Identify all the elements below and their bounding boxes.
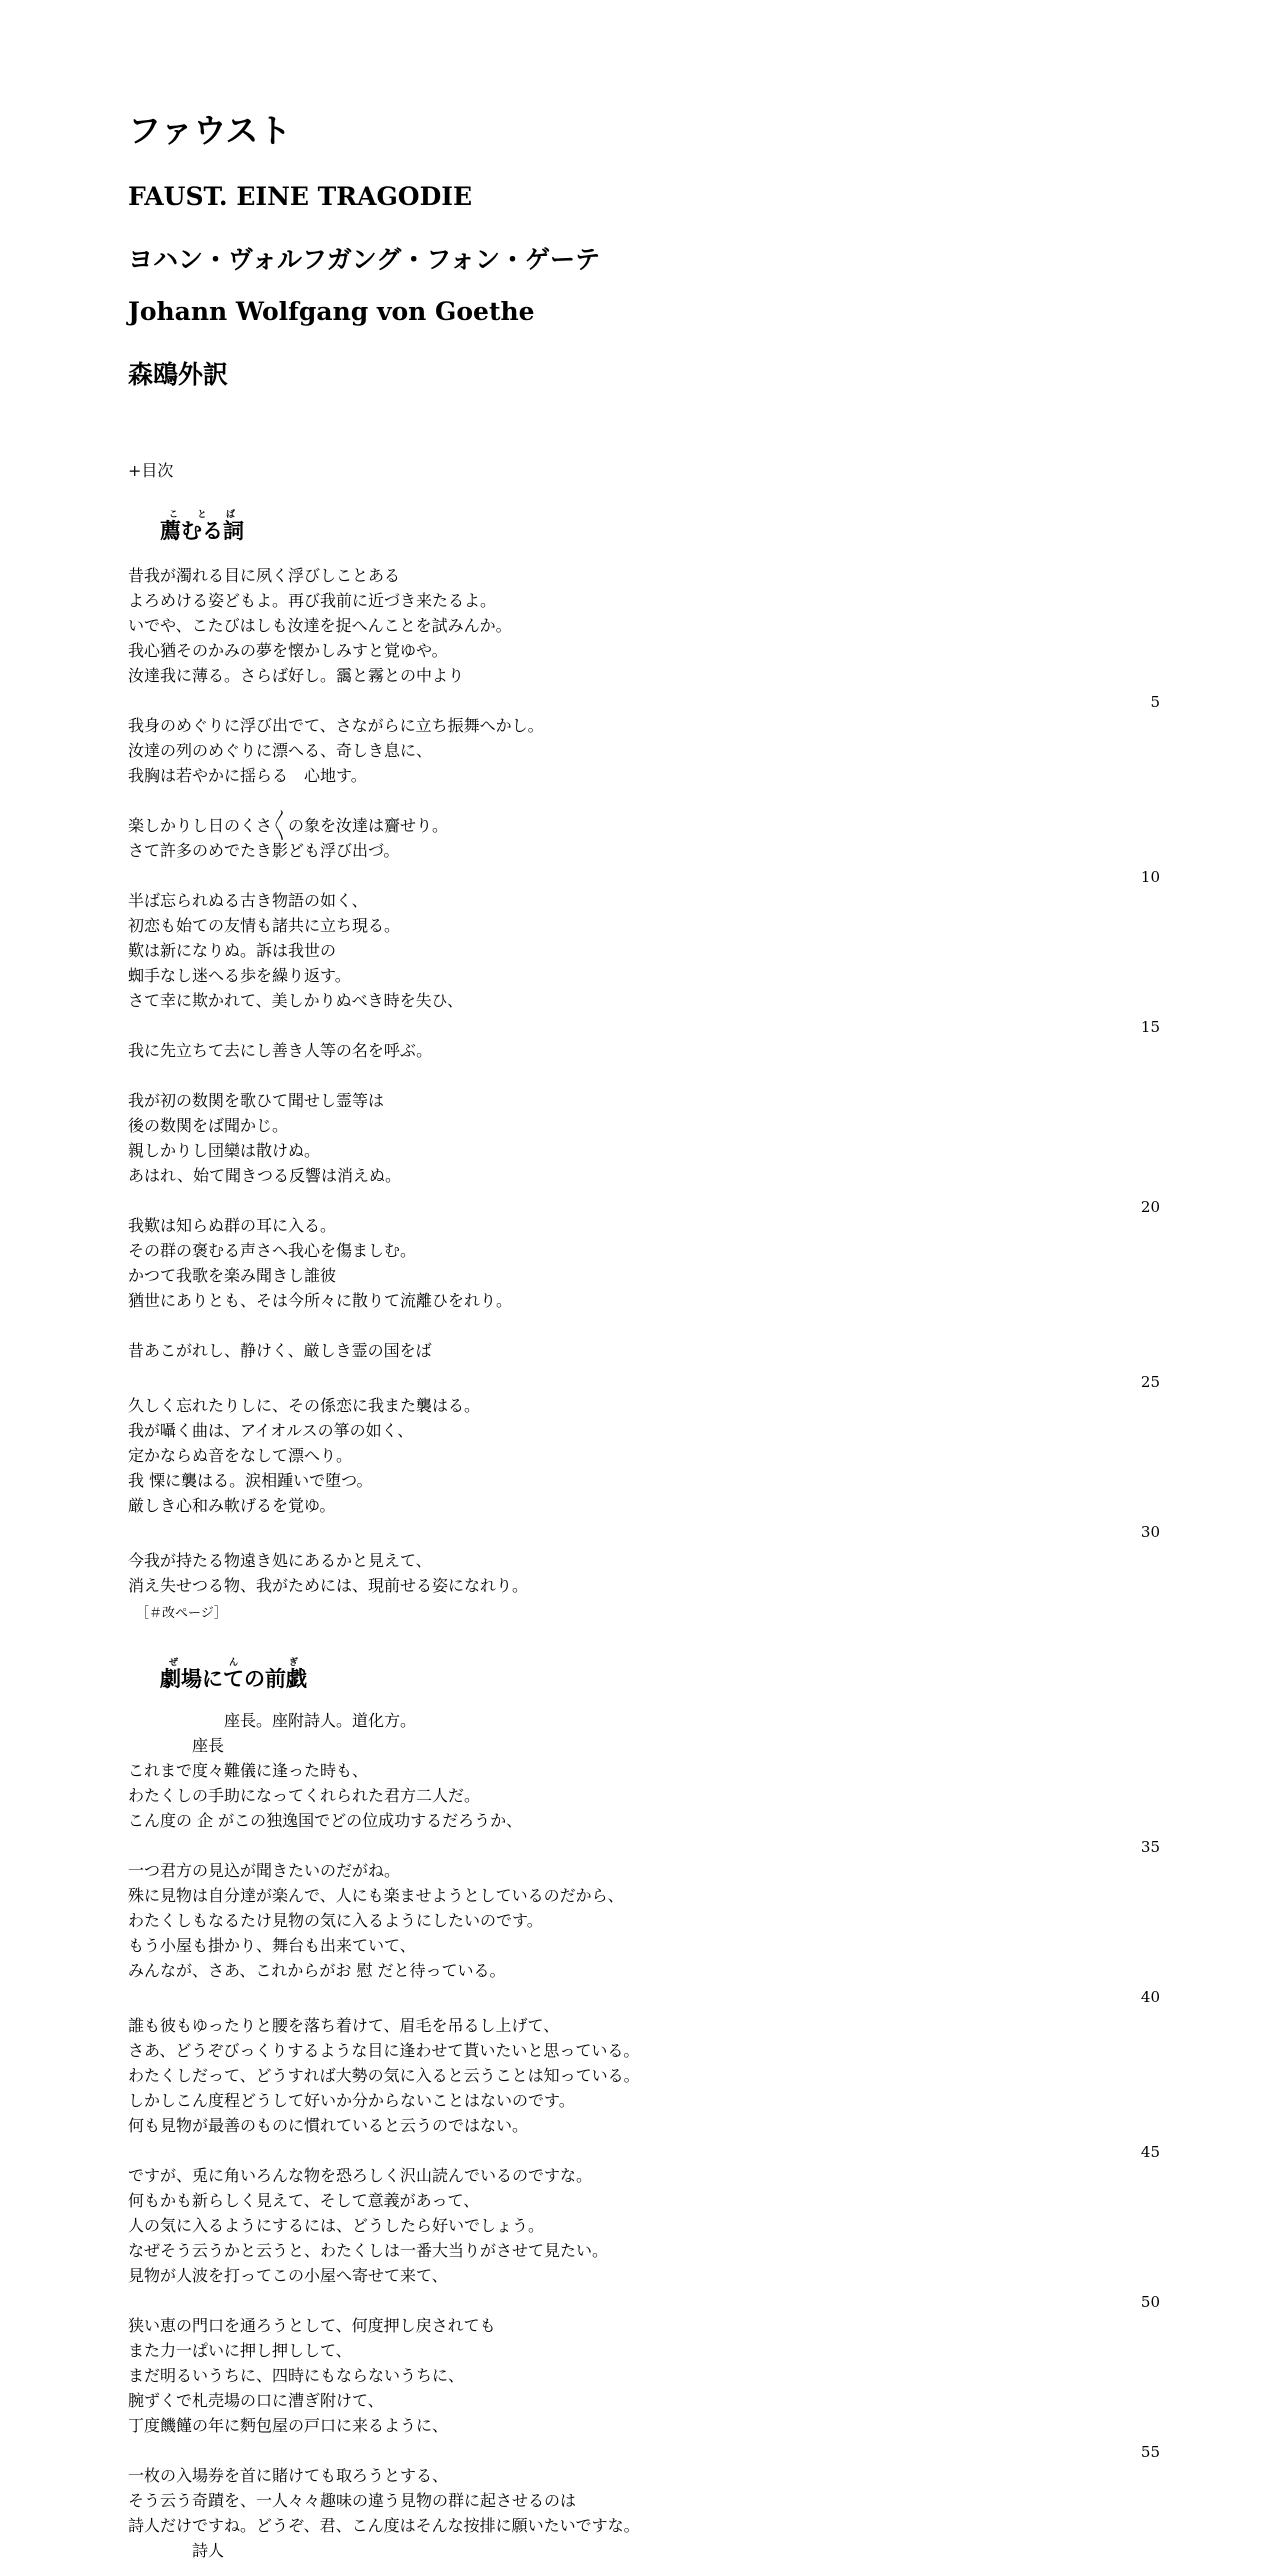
verse-line: かつて我歌を楽み聞きし誰彼 [128, 1266, 337, 1285]
verse-line: さあ、どうぞびっくりするような目に逢わせて貰いたいと思っている。 [128, 2041, 640, 2060]
verse-line: 後の数関をば聞かじ。 [128, 1116, 289, 1135]
verse-line: わたくしだって、どうすれば大勢の気に入ると云うことは知っている。 [128, 2066, 640, 2085]
line-number: 5 [1150, 693, 1160, 711]
section-heading-prelude [160, 1658, 307, 1693]
verse-line: いでや、こたびはしも汝達を捉へんことを試みんか。 [128, 616, 512, 635]
verse-line: 我歎は知らぬ群の耳に入る。 [128, 1216, 337, 1235]
speaker-name: 詩人 [192, 2541, 225, 2560]
line-number: 15 [1140, 1018, 1160, 1036]
verse-line: よろめける姿どもよ。再び我前に近づき来たるよ。 [128, 591, 497, 610]
speaker-name: 座長 [192, 1736, 225, 1755]
verse-line: 我が初の数関を歌ひて聞せし霊等は [128, 1091, 385, 1110]
verse-line: 親しかりし団欒は散けぬ。 [128, 1141, 321, 1160]
verse-line: 丁度饑饉の年に麪包屋の戸口に来るように、 [128, 2416, 449, 2435]
verse-line: 我心猶そのかみの夢を懐かしみすと覚ゆや。 [128, 641, 448, 660]
verse-line: もう小屋も掛かり、舞台も出来ていて、 [128, 1936, 416, 1955]
translator-name: 森鴎外訳 [128, 360, 229, 389]
verse-line: ですが、兎に角いろんな物を恐ろしく沢山読んでいるのですな。 [128, 2166, 593, 2185]
verse-line: しかしこん度程どうして好いか分からないことはないのです。 [128, 2091, 575, 2110]
verse-line: 人の気に入るようにするには、どうしたら好いでしょう。 [128, 2216, 545, 2235]
verse-line: 我が囁く曲は、アイオルスの箏の如く、 [128, 1421, 414, 1440]
verse-line: 猶世にありとも、そは今所々に散りて流離ひをれり。 [128, 1291, 513, 1310]
verse-line: 歎は新になりぬ。訴は我世の [128, 941, 337, 960]
verse-line: わたくしの手助になってくれられた君方二人だ。 [128, 1786, 481, 1805]
verse-line: こん度の 企 がこの独逸国でどの位成功するだろうか、 [128, 1811, 523, 1830]
verse-line: 汝達我に薄る。さらば好し。靄と霧との中より [128, 666, 465, 685]
section-title-ruby: ことば [160, 510, 244, 520]
verse-line: 半ば忘られぬる古き物語の如く、 [128, 891, 368, 910]
verse-line: 殊に見物は自分達が楽んで、人にも楽ませようとしているのだから、 [128, 1886, 624, 1905]
verse-line: 我 慄に襲はる。涙相踵いで堕つ。 [128, 1471, 373, 1490]
section-title: 劇場にての前戯 [160, 1666, 307, 1691]
verse-line: そう云う奇蹟を、一人々々趣味の違う見物の群に起させるのは [128, 2491, 577, 2510]
line-number: 50 [1140, 2293, 1160, 2311]
verse-line: 見物が人波を打ってこの小屋へ寄せて来て、 [128, 2266, 448, 2285]
verse-line: あはれ、始て聞きつる反響は消えぬ。 [128, 1166, 401, 1185]
section-title-ruby: ぜんぎ [160, 1658, 307, 1668]
verse-line: これまで度々難儀に逢った時も、 [128, 1761, 369, 1780]
verse-line: その群の褒むる声さへ我心を傷ましむ。 [128, 1241, 417, 1260]
section-title: 薦むる詞 [160, 518, 244, 543]
verse-line: 我身のめぐりに浮び出でて、さながらに立ち振舞へかし。 [128, 716, 544, 735]
line-number: 35 [1140, 1838, 1160, 1856]
verse-line: 詩人だけですね。どうぞ、君、こん度はそんな按排に願いたいですな。 [128, 2516, 640, 2535]
author-english: Johann Wolfgang von Goethe [128, 297, 535, 326]
page-break-note: ［＃改ページ］ [136, 1606, 227, 1621]
title-japanese: ファウスト [128, 111, 292, 150]
author-japanese: ヨハン・ヴォルフガング・フォン・ゲーテ [128, 245, 601, 274]
verse-line: 今我が持たる物遠き処にあるかと見えて、 [128, 1551, 432, 1570]
verse-line: 誰も彼もゆったりと腰を落ち着けて、眉毛を吊るし上げて、 [128, 2016, 560, 2035]
verse-line: 久しく忘れたりしに、その係恋に我また襲はる。 [128, 1396, 481, 1415]
verse-line: 何もかも新らしく見えて、そして意義があって、 [128, 2191, 480, 2210]
verse-line: また力一ぱいに押し押しして、 [128, 2341, 352, 2360]
verse-line: 蜘手なし迷へる歩を繰り返す。 [128, 966, 351, 985]
line-number: 20 [1140, 1198, 1160, 1216]
verse-line: 昔我が濁れる目に夙く浮びしことある [128, 566, 401, 585]
verse-line: さて許多のめでたき影ども浮び出づ。 [128, 841, 400, 860]
verse-line: 昔あこがれし、静けく、厳しき霊の国をば [128, 1341, 432, 1360]
line-number: 25 [1140, 1373, 1160, 1391]
verse-line: 汝達の列のめぐりに漂へる、奇しき息に、 [128, 741, 433, 760]
verse-line: 厳しき心和み軟げるを覚ゆ。 [128, 1496, 336, 1515]
title-german: FAUST. EINE TRAGODIE [128, 182, 473, 211]
line-number: 45 [1140, 2143, 1160, 2161]
verse-line: わたくしもなるたけ見物の気に入るようにしたいのです。 [128, 1911, 543, 1930]
section-heading-dedication [160, 510, 244, 545]
verse-line: 一つ君方の見込が聞きたいのだがね。 [128, 1861, 401, 1880]
verse-line: 我に先立ちて去にし善き人等の名を呼ぶ。 [128, 1041, 433, 1060]
verse-line: 消え失せつる物、我がためには、現前せる姿になれり。 [128, 1576, 529, 1595]
verse-line: まだ明るいうちに、四時にもならないうちに、 [128, 2366, 465, 2385]
verse-line: 腕ずくで札売場の口に漕ぎ附けて、 [128, 2391, 384, 2410]
line-number: 30 [1140, 1523, 1160, 1541]
line-number: 10 [1140, 868, 1160, 886]
verse-line: さて幸に欺かれて、美しかりぬべき時を失ひ、 [128, 991, 464, 1010]
stage-direction: 座長。座附詩人。道化方。 [224, 1711, 417, 1730]
verse-line: 初恋も始ての友情も諸共に立ち現る。 [128, 916, 401, 935]
verse-line: 定かならぬ音をなして漂へり。 [128, 1446, 353, 1465]
verse-line: なぜそう云うかと云うと、わたくしは一番大当りがさせて見たい。 [128, 2241, 609, 2260]
verse-line: 狭い恵の門口を通ろうとして、何度押し戻されても [128, 2316, 496, 2335]
line-number: 40 [1140, 1988, 1160, 2006]
verse-line: みんなが、さあ、これからがお 慰 だと待っている。 [128, 1961, 506, 1980]
verse-line: 一枚の入場券を首に賭けても取ろうとする、 [128, 2466, 449, 2485]
verse-line: 何も見物が最善のものに慣れていると云うのではない。 [128, 2116, 529, 2135]
toc-link[interactable]: +目次 [128, 461, 174, 480]
verse-line: 楽しかりし日のくさ〳〵の象を汝達は齎せり。 [128, 816, 449, 835]
line-number: 55 [1140, 2443, 1160, 2461]
verse-line: 我胸は若やかに揺らる 心地す。 [128, 766, 367, 785]
